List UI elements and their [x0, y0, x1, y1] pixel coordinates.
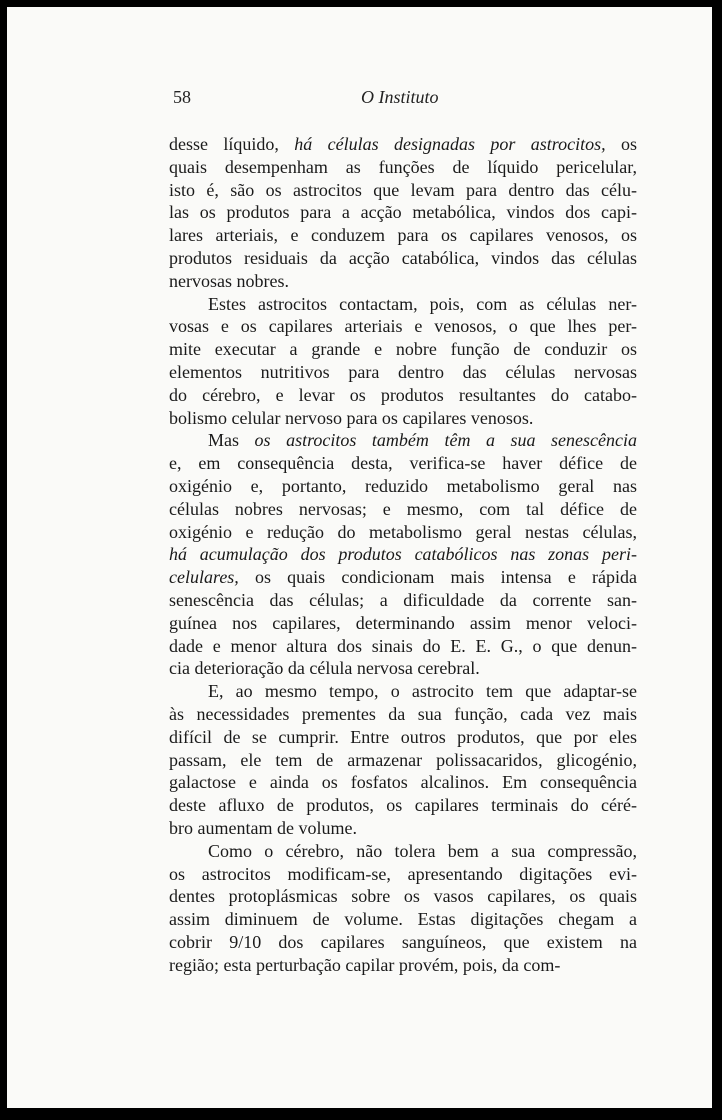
text-run: passam, ele tem de armazenar polissacaridos, glicogénio, [169, 749, 637, 770]
text-run: bolismo celular nervoso para os capilares venosos. [169, 407, 534, 428]
text-run: Como o cérebro, não tolera bem a sua compressão, [208, 840, 637, 861]
body-text [169, 133, 637, 976]
text-line [169, 863, 637, 886]
text-line [169, 475, 637, 498]
text-run: os [605, 134, 637, 154]
text-run: produtos residuais da acção catabólica, vindos das células [169, 247, 637, 268]
text-run: difícil de se cumprir. Entre outros produtos, que por eles [169, 726, 637, 747]
text-line [169, 840, 637, 863]
text-run: bro aumentam de volume. [169, 817, 357, 838]
paragraph [169, 293, 637, 430]
text-run: e, em consequência desta, verifica-se haver défice de [169, 453, 637, 474]
text-line [169, 703, 637, 726]
text-line [169, 726, 637, 749]
text-run: Estes astrocitos contactam, pois, com as células ner- [208, 293, 637, 314]
text-line [169, 908, 637, 931]
paragraph [169, 429, 637, 680]
paragraph [169, 680, 637, 840]
italic-text: há acumulação dos produtos catabólicos nas zonas peri- [169, 544, 637, 565]
text-run: elementos nutritivos para dentro das células nervosas [169, 361, 637, 382]
text-line [169, 817, 637, 840]
text-line [169, 338, 637, 361]
italic-text: os astrocitos também têm a sua senescência [254, 430, 637, 451]
running-title: O Instituto [361, 87, 439, 107]
text-run: isto é, são os astrocitos que levam para dentro das célu- [169, 179, 637, 200]
page-header [167, 87, 637, 117]
page-number: 58 [173, 87, 191, 107]
text-line [169, 931, 637, 954]
text-line [169, 680, 637, 703]
paragraph [169, 133, 637, 293]
text-line [169, 247, 637, 270]
text-run: nervosas nobres. [169, 270, 289, 291]
text-line [169, 589, 637, 612]
text-run: vosas e os capilares arteriais e venosos, o que lhes per- [169, 316, 637, 337]
text-run: assim diminuem de volume. Estas digitações chegam a [169, 909, 637, 930]
book-page [7, 7, 712, 1108]
text-run: oxigénio e redução do metabolismo geral nestas células, [169, 521, 637, 542]
text-line [169, 407, 637, 430]
text-run: E, ao mesmo tempo, o astrocito tem que adaptar-se [208, 681, 637, 702]
text-run: cobrir 9/10 dos capilares sanguíneos, que existem na [169, 931, 637, 952]
italic-text: celulares, [169, 567, 239, 588]
text-line [169, 429, 637, 452]
text-run: dentes protoplásmicas sobre os vasos capilares, os quais [169, 886, 637, 907]
text-line [169, 771, 637, 794]
text-line [169, 635, 637, 658]
text-run: às necessidades prementes da sua função, cada vez mais [169, 703, 637, 724]
text-line [169, 179, 637, 202]
text-run: galactose e ainda os fosfatos alcalinos. Em consequência [169, 772, 637, 793]
italic-text: há células designadas por astrocitos, [294, 134, 606, 154]
text-run: senescência das células; a dificuldade da corrente san- [169, 589, 637, 610]
text-line [169, 224, 637, 247]
text-run: deste afluxo de produtos, os capilares terminais do céré- [169, 795, 637, 816]
text-run: oxigénio e, portanto, reduzido metabolismo geral nas [169, 475, 637, 496]
text-run: os quais condicionam mais intensa e rápida [238, 567, 637, 588]
text-run: quais desempenham as funções de líquido pericelular, [169, 156, 637, 177]
text-run: las os produtos para a acção metabólica, vindos dos capi- [169, 202, 637, 223]
text-line [169, 498, 637, 521]
text-line [169, 384, 637, 407]
text-line [169, 749, 637, 772]
text-line [169, 156, 637, 179]
text-run: Mas [208, 430, 255, 451]
text-line [169, 270, 637, 293]
text-run: do cérebro, e levar os produtos resultantes do catabo- [169, 384, 637, 405]
text-line [169, 521, 637, 544]
text-line [169, 361, 637, 384]
text-line [169, 885, 637, 908]
text-run: desse líquido, [169, 134, 295, 154]
text-line [169, 315, 637, 338]
text-run: guínea nos capilares, determinando assim menor veloci- [169, 612, 637, 633]
text-line [169, 954, 637, 977]
text-line [169, 794, 637, 817]
text-line [169, 201, 637, 224]
text-line [169, 133, 637, 156]
text-run: mite executar a grande e nobre função de conduzir os [169, 339, 637, 360]
text-line [169, 657, 637, 680]
text-run: os astrocitos modificam-se, apresentando digitações evi- [169, 863, 637, 884]
text-run: lares arteriais, e conduzem para os capilares venosos, os [169, 225, 637, 246]
text-run: células nobres nervosas; e mesmo, com tal défice de [169, 498, 637, 519]
text-line [169, 293, 637, 316]
text-line [169, 452, 637, 475]
paragraph [169, 840, 637, 977]
text-line [169, 543, 637, 566]
text-run: dade e menor altura dos sinais do E. E. G., o que denun- [169, 635, 637, 656]
text-run: região; esta perturbação capilar provém, pois, da com- [169, 954, 561, 975]
text-run: cia deterioração da célula nervosa cerebral. [169, 658, 480, 679]
text-line [169, 612, 637, 635]
text-line [169, 566, 637, 589]
